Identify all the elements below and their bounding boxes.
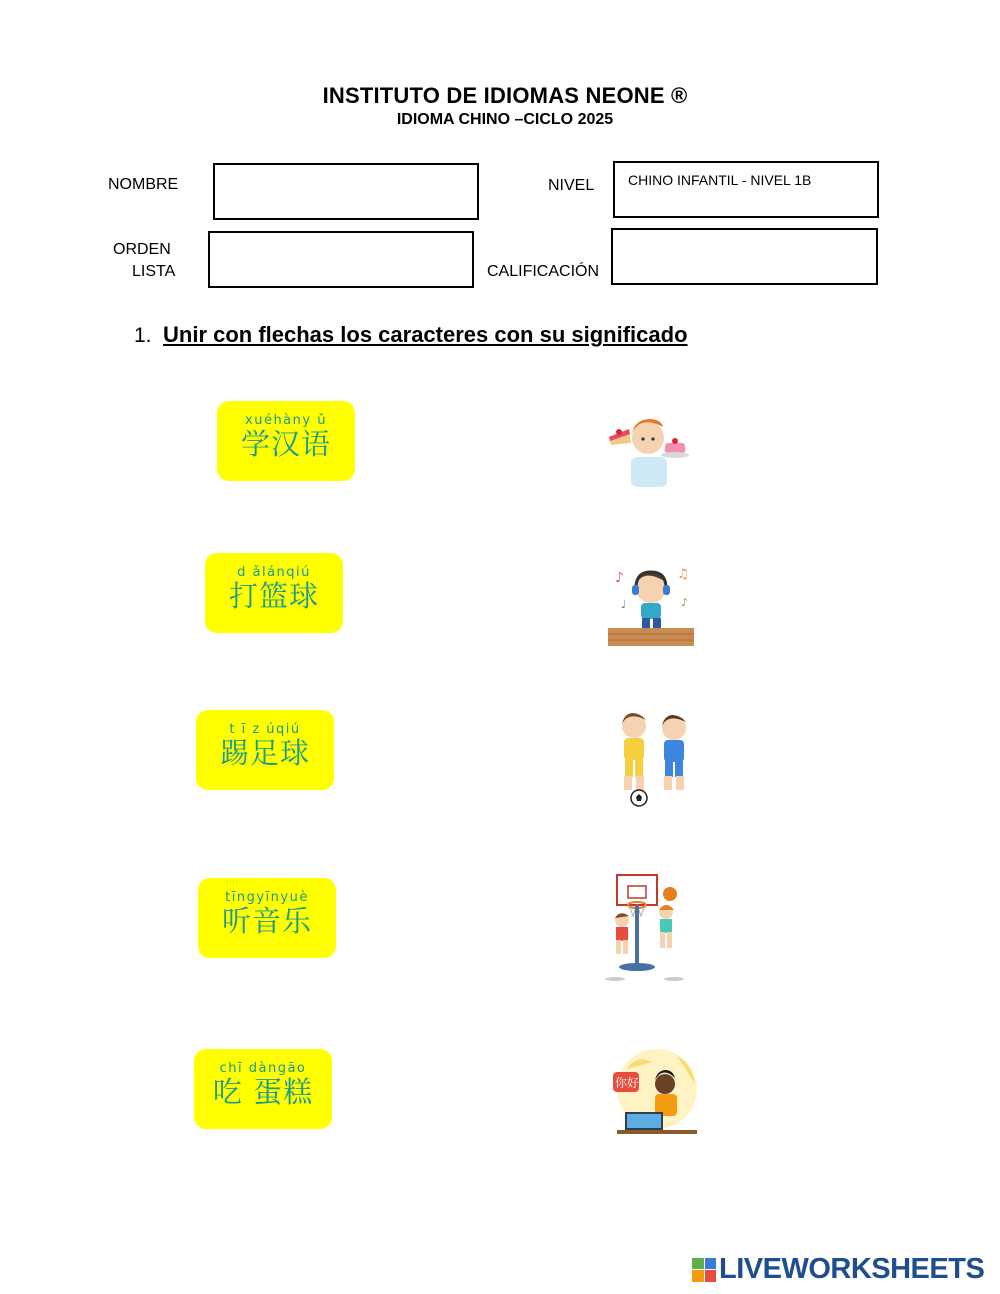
- logo-icon: [692, 1258, 716, 1282]
- lista-label: LISTA: [132, 263, 176, 280]
- card-hanzi: 吃 蛋糕: [212, 1075, 314, 1109]
- nivel-field[interactable]: CHINO INFANTIL - NIVEL 1B: [613, 161, 879, 218]
- calificacion-label: CALIFICACIÓN: [487, 263, 600, 280]
- boy-listening-music-icon[interactable]: [601, 560, 701, 660]
- logo-text: LIVEWORKSHEETS: [719, 1253, 985, 1285]
- card-hanzi: 学汉语: [240, 427, 331, 461]
- card-chidangao[interactable]: [194, 1049, 332, 1129]
- kids-playing-basketball-icon[interactable]: [600, 872, 700, 972]
- card-pinyin: xuéhàny ǔ: [245, 413, 327, 428]
- page-subtitle: IDIOMA CHINO –CICLO 2025: [396, 111, 614, 128]
- card-pinyin: tīngyīnyuè: [225, 890, 309, 905]
- svg-text:♪: ♪: [615, 570, 624, 586]
- card-tizuqiu[interactable]: [196, 710, 334, 790]
- boys-playing-soccer-icon[interactable]: [604, 708, 704, 808]
- card-tingyinyue[interactable]: [198, 878, 336, 958]
- card-hanzi: 踢足球: [219, 736, 310, 770]
- orden-lista-field[interactable]: [208, 231, 474, 288]
- card-xuehanyu[interactable]: [217, 401, 355, 481]
- nivel-label: NIVEL: [548, 177, 595, 194]
- svg-text:♩: ♩: [621, 598, 627, 611]
- orden-label: ORDEN: [113, 241, 171, 258]
- card-pinyin: t ī z úqiú: [229, 722, 301, 737]
- svg-text:♫: ♫: [677, 567, 689, 582]
- svg-text:♪: ♪: [681, 596, 689, 609]
- liveworksheets-logo[interactable]: [692, 1253, 984, 1286]
- page-title: INSTITUTO DE IDIOMAS NEONE ®: [322, 83, 688, 108]
- calificacion-field[interactable]: [611, 228, 878, 285]
- boy-eating-cake-icon[interactable]: [601, 405, 701, 505]
- nombre-label: NOMBRE: [108, 176, 179, 193]
- card-pinyin: d ǎlánqiú: [237, 565, 311, 580]
- bubble-text: 你好: [615, 1076, 640, 1090]
- card-dalanqiu[interactable]: [205, 553, 343, 633]
- card-pinyin: chī dàngāo: [219, 1061, 307, 1076]
- instruction-text: Unir con flechas los caracteres con su significado: [163, 322, 688, 347]
- nombre-field[interactable]: [213, 163, 479, 220]
- instruction-number: 1.: [134, 324, 152, 347]
- person-learning-chinese-icon[interactable]: [607, 1044, 707, 1144]
- card-hanzi: 听音乐: [221, 904, 312, 938]
- card-hanzi: 打篮球: [228, 579, 319, 613]
